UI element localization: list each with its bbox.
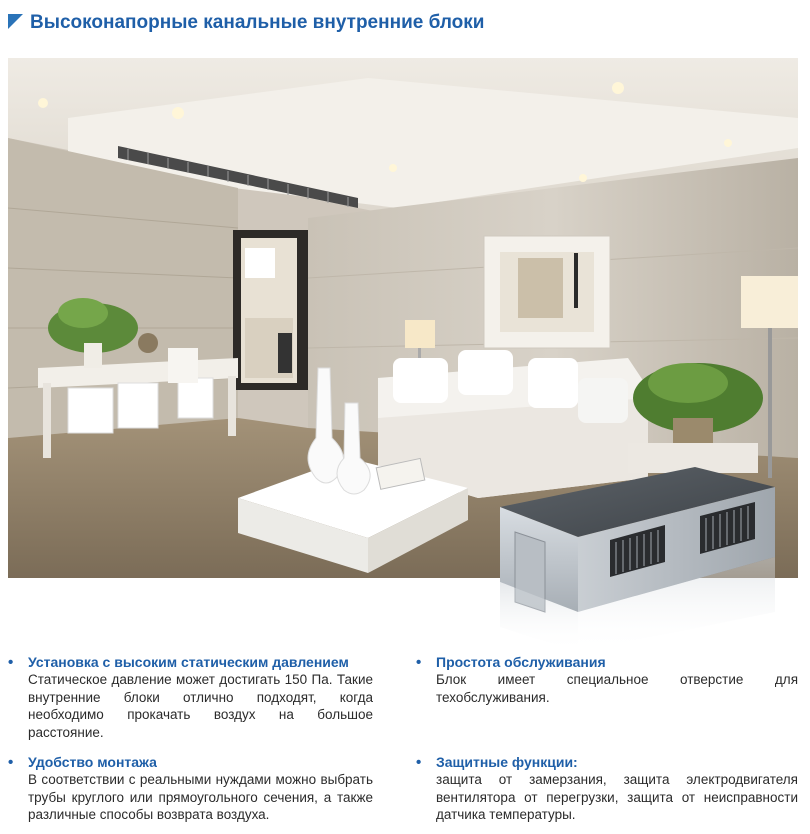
page-title: Высоконапорные канальные внутренние блоки: [30, 12, 485, 33]
corner-triangle-icon: [8, 14, 23, 29]
plant-right: [628, 363, 763, 473]
feature-item: [416, 654, 798, 706]
page-header: [8, 10, 798, 42]
feature-title: Установка с высоким статическим давлением: [28, 654, 349, 670]
bullet-icon: •: [8, 654, 14, 671]
feature-description: В соответствии с реальными нуждами можно выбрать трубы круглого или прямоугольного сечения, а также различные способы возврата воздуха.: [28, 772, 373, 822]
wall-artwork: [484, 236, 610, 348]
feature-item: [8, 754, 373, 824]
feature-item: [416, 754, 798, 824]
feature-description: Статическое давление может достигать 150 Па. Такие внутренние блоки отлично подходят, когда необходимо прокачать воздух на большое расстояние.: [28, 672, 373, 740]
feature-description: защита от замерзания, защита электродвигателя вентилятора от перегрузки, защита от неисправности датчика температуры.: [436, 772, 798, 822]
feature-title: Простота обслуживания: [436, 654, 606, 670]
bullet-icon: •: [416, 654, 422, 671]
ducted-unit-illustration: [460, 462, 790, 652]
bullet-icon: •: [416, 754, 422, 771]
feature-title: Удобство монтажа: [28, 754, 157, 770]
ducted-unit-image: [460, 462, 790, 652]
kitchen-doorway: [233, 230, 308, 390]
feature-list: [8, 654, 798, 834]
feature-item: [8, 654, 373, 741]
feature-title: Защитные функции:: [436, 754, 578, 770]
bullet-icon: •: [8, 754, 14, 771]
feature-description: Блок имеет специальное отверстие для техобслуживания.: [436, 672, 798, 705]
